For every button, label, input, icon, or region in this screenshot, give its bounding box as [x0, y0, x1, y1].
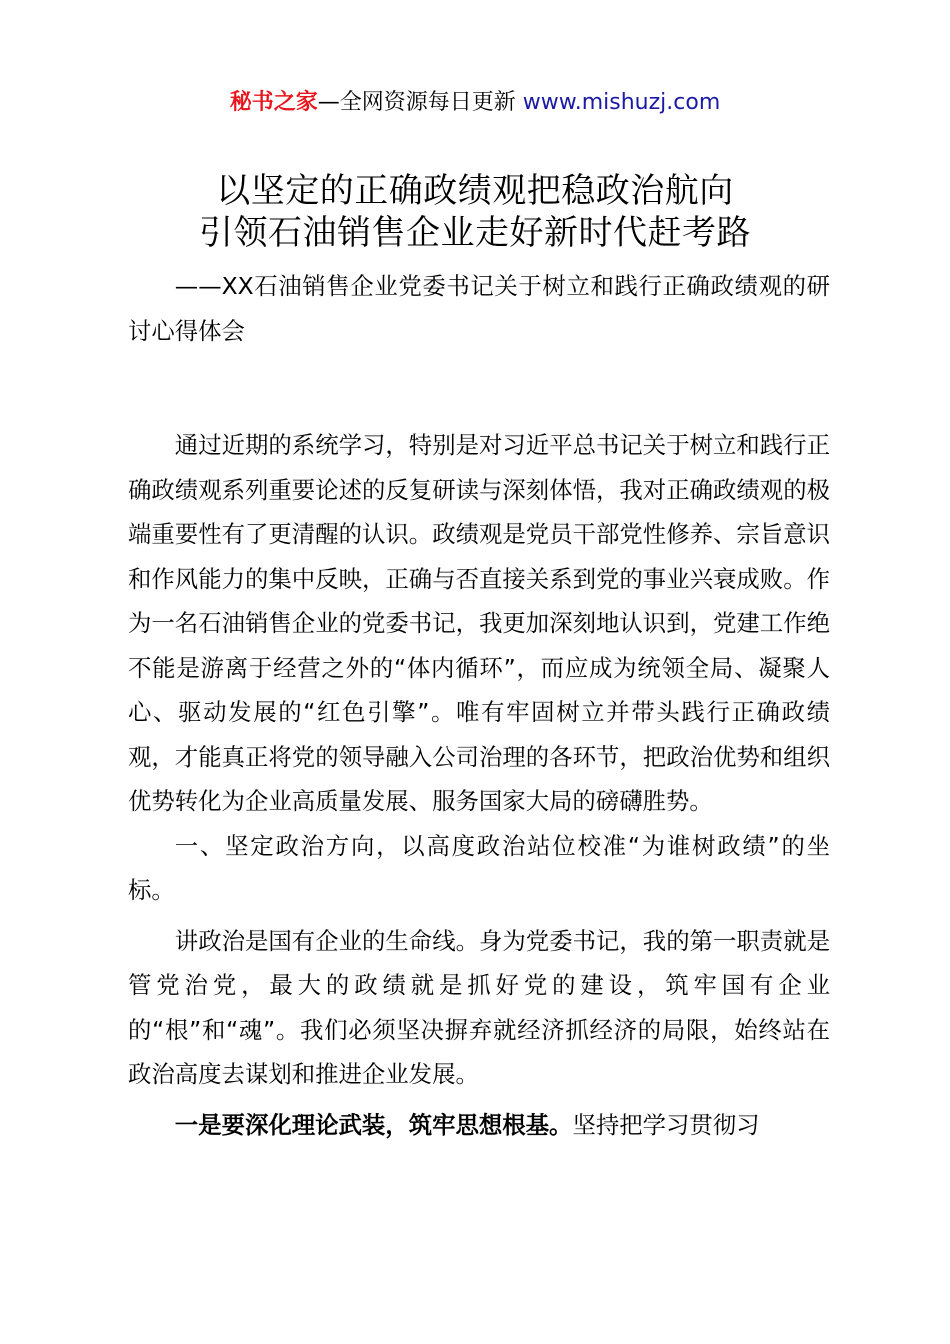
title-line-2: 引领石油销售企业走好新时代赶考路	[199, 213, 751, 253]
site-header	[0, 88, 950, 118]
title-line-1: 以坚定的正确政绩观把稳政治航向	[216, 171, 734, 211]
document-title	[0, 170, 950, 254]
paragraph-3	[128, 1103, 830, 1148]
document-body	[128, 264, 830, 1147]
paragraph-2: 讲政治是国有企业的生命线。身为党委书记，我的第一职责就是管党治党，最大的政绩就是抓好党的建设，筑牢国有企业的“根”和“魂”。我们必须坚决摒弃就经济抓经济的局限，始终站在政治高度去谋划和推进企业发展。	[128, 926, 830, 1088]
section-heading-1: 一、坚定政治方向，以高度政治站位校准“为谁树政绩”的坐标。	[128, 831, 830, 904]
paragraph-3-text: 坚持把学习贯彻习	[572, 1110, 760, 1139]
header-slogan: —全网资源每日更新	[317, 90, 523, 115]
paragraph-intro: 通过近期的系统学习，特别是对习近平总书记关于树立和践行正确政绩观系列重要论述的反复研读与深刻体悟，我对正确政绩观的极端重要性有了更清醒的认识。政绩观是党员干部党性修养、宗旨意识和作风能力的集中反映，正确与否直接关系到党的事业兴衰成败。作为一名石油销售企业的党委书记，我更加深刻地认识到，党建工作绝不能是游离于经营之外的“体内循环”，而应成为统领全局、凝聚人心、驱动发展的“红色引擎”。唯有牢固树立并带头践行正确政绩观，才能真正将党的领导融入公司治理的各环节，把政治优势和组织优势转化为企业高质量发展、服务国家大局的磅礴胜势。	[128, 431, 830, 815]
blank-line	[128, 353, 830, 423]
paragraph-3-bold-lead: 一是要深化理论武装，筑牢思想根基。	[174, 1110, 573, 1139]
document-subtitle: ——XX石油销售企业党委书记关于树立和践行正确政绩观的研讨心得体会	[128, 272, 830, 345]
site-url-link[interactable]: www.mishuzj.com	[522, 90, 721, 115]
brand-name: 秘书之家	[229, 90, 318, 115]
